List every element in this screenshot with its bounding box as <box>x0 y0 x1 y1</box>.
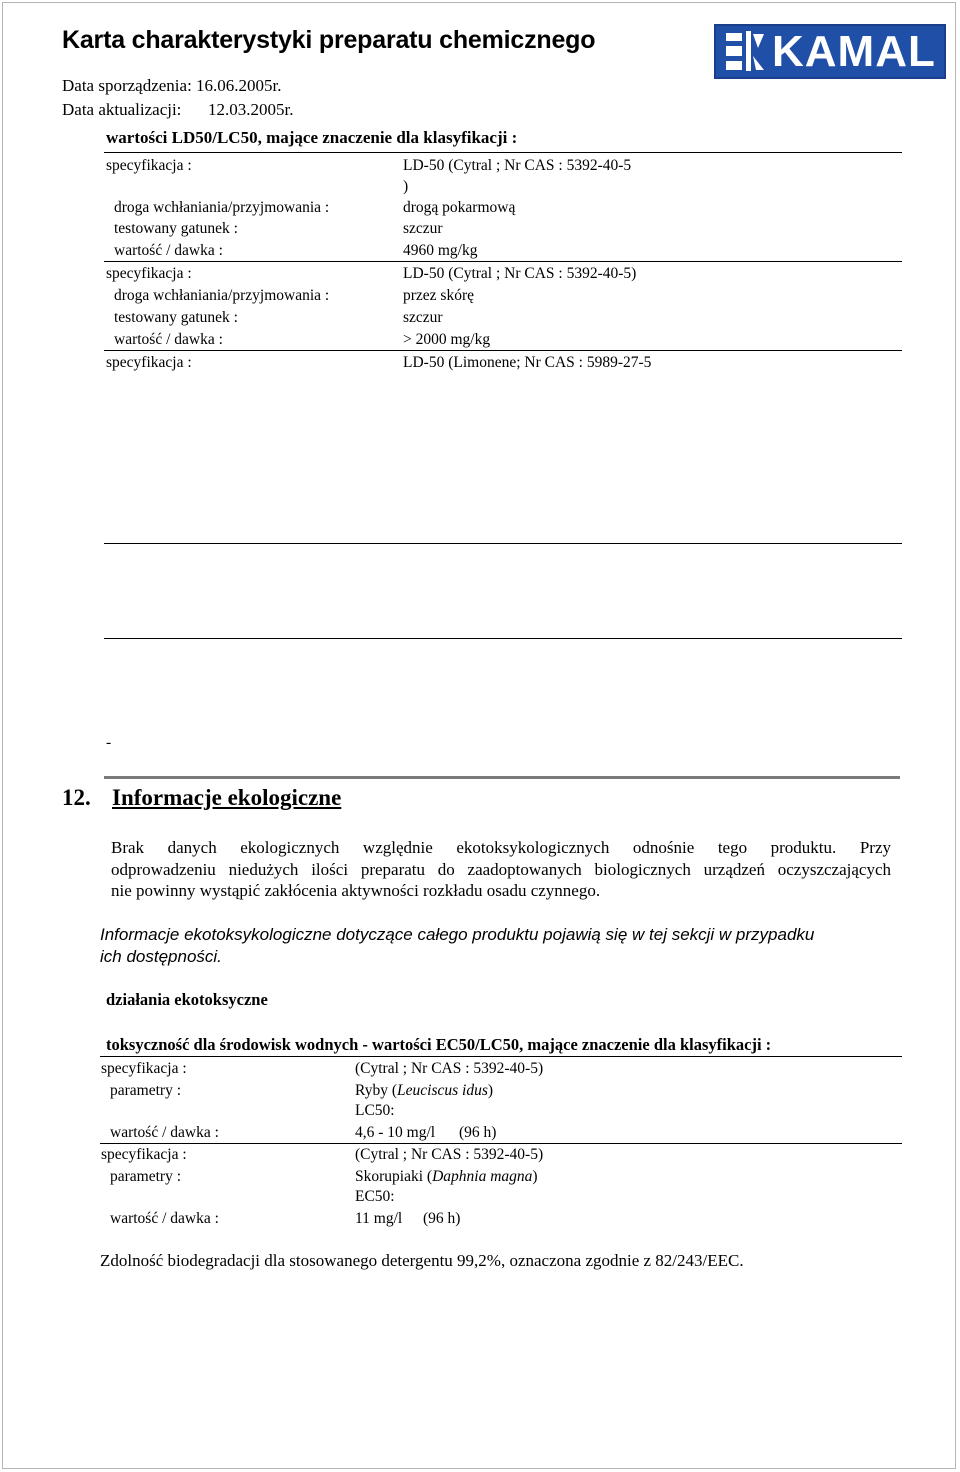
table-divider <box>100 1143 902 1144</box>
logo-text: KAMAL <box>772 27 936 76</box>
dose-label: wartość / dawka : <box>110 1210 219 1227</box>
param-value: Skorupiaki (Daphnia magna) <box>355 1168 538 1185</box>
paragraph-line: Informacje ekotoksykologiczne dotyczące całego produktu pojawią się w tej sekcji w przypadku <box>100 925 815 944</box>
spec-value: LD-50 (Cytral ; Nr CAS : 5392-40-5) <box>403 265 637 282</box>
empty-divider <box>104 543 902 544</box>
table-divider <box>104 152 902 153</box>
route-value: drogą pokarmową <box>403 199 516 216</box>
spec-value: LD-50 (Limonene; Nr CAS : 5989-27-5 <box>403 354 652 371</box>
section-number: 12. <box>62 785 91 810</box>
paragraph-line: nie powinny wystąpić zakłócenia aktywności rozkładu osadu czynnego. <box>111 881 601 900</box>
date-updated-label: Data aktualizacji: <box>62 100 182 119</box>
route-label: droga wchłaniania/przyjmowania : <box>114 199 330 216</box>
spec-label: specyfikacja : <box>106 157 192 174</box>
route-label: droga wchłaniania/przyjmowania : <box>114 287 330 304</box>
spec-label: specyfikacja : <box>101 1060 187 1077</box>
species-value: szczur <box>403 309 443 326</box>
section-title: Informacje ekologiczne <box>112 785 342 810</box>
spec-value: LD-50 (Cytral ; Nr CAS : 5392-40-5 <box>403 157 632 174</box>
dose-time: (96 h) <box>459 1124 497 1141</box>
dose-value: 4960 mg/kg <box>403 242 478 259</box>
spec-label: specyfikacja : <box>106 354 192 371</box>
param-label: parametry : <box>110 1168 182 1185</box>
param-metric: LC50: <box>355 1102 395 1119</box>
species-label: testowany gatunek : <box>114 309 238 326</box>
section-divider <box>104 776 900 779</box>
table-divider <box>104 350 902 351</box>
spec-label: specyfikacja : <box>106 265 192 282</box>
ecotox-info-paragraph <box>100 924 900 967</box>
paragraph-line: ich dostępności. <box>100 946 222 966</box>
paragraph-line: Brak danych ekologicznych względnie ekotoksykologicznych odnośnie tego produktu. Przy <box>111 838 891 857</box>
species-value: szczur <box>403 220 443 237</box>
spec-value: (Cytral ; Nr CAS : 5392-40-5) <box>355 1060 544 1077</box>
species-label: testowany gatunek : <box>114 220 238 237</box>
dose-value: > 2000 mg/kg <box>403 331 491 348</box>
kamal-emblem-icon <box>720 26 770 77</box>
paragraph-line: odprowadzeniu niedużych ilości preparatu do zaadoptowanych biologicznych urządzeń oczyszczających <box>111 859 891 879</box>
table-divider <box>104 261 902 262</box>
table-divider <box>100 1056 902 1057</box>
param-metric: EC50: <box>355 1188 395 1205</box>
spec-label: specyfikacja : <box>101 1146 187 1163</box>
effects-heading: działania ekotoksyczne <box>106 990 268 1009</box>
kamal-logo <box>714 24 946 79</box>
route-value: przez skórę <box>403 287 474 304</box>
ld50-heading: wartości LD50/LC50, mające znaczenie dla klasyfikacji : <box>106 128 518 147</box>
spec-value: (Cytral ; Nr CAS : 5392-40-5) <box>355 1146 544 1163</box>
dose-label: wartość / dawka : <box>110 1124 219 1141</box>
document-title: Karta charakterystyki preparatu chemicznego <box>62 26 596 54</box>
dose-value: 4,6 - 10 mg/l <box>355 1124 436 1141</box>
dose-value: 11 mg/l <box>355 1210 403 1227</box>
dash: - <box>106 734 112 751</box>
aquatic-heading: toksyczność dla środowisk wodnych - wartości EC50/LC50, mające znaczenie dla klasyfikacji : <box>106 1035 772 1054</box>
empty-divider <box>104 638 902 639</box>
param-label: parametry : <box>110 1082 182 1099</box>
ecology-paragraph <box>111 837 891 902</box>
dose-label: wartość / dawka : <box>114 242 223 259</box>
biodegradation-note: Zdolność biodegradacji dla stosowanego detergentu 99,2%, oznaczona zgodnie z 82/243/EEC. <box>100 1251 744 1270</box>
spec-value-continued: ) <box>403 178 409 195</box>
date-updated-value: 12.03.2005r. <box>208 100 294 119</box>
dose-time: (96 h) <box>423 1210 461 1227</box>
param-value: Ryby (Leuciscus idus) <box>355 1082 494 1099</box>
date-created: Data sporządzenia: 16.06.2005r. <box>62 76 282 95</box>
dose-label: wartość / dawka : <box>114 331 223 348</box>
